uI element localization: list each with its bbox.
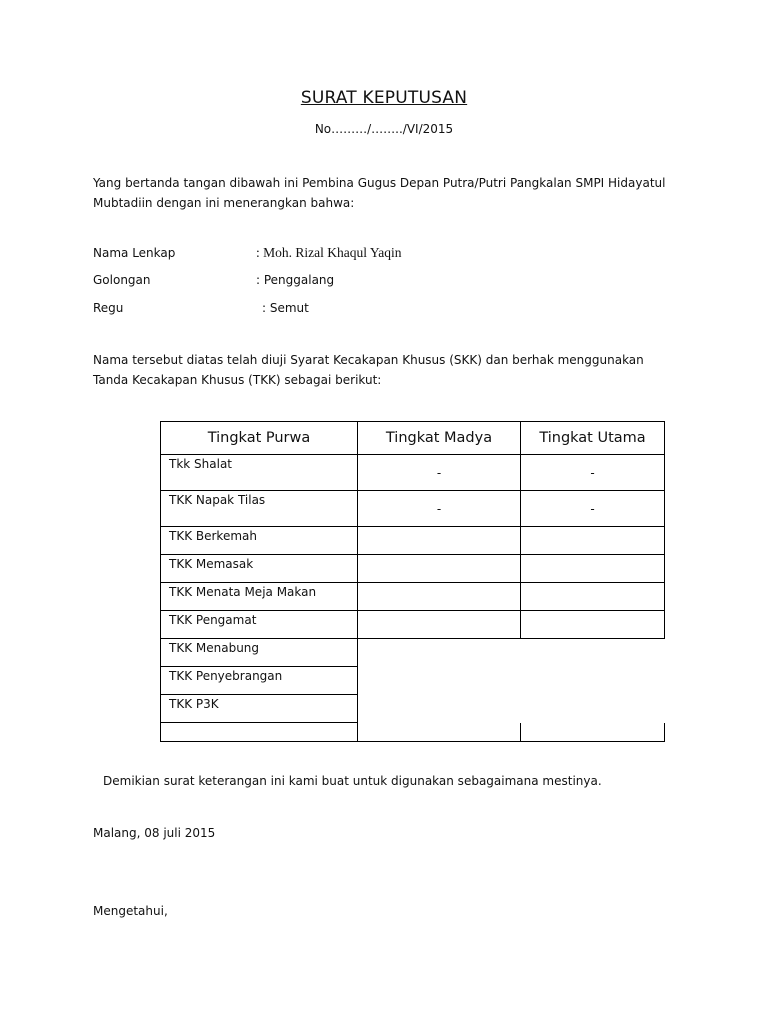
table-cell: Tkk Shalat [161, 455, 358, 491]
table-row [161, 639, 665, 667]
table-cell [521, 611, 665, 639]
table-row [161, 455, 665, 491]
field-label-name: Nama Lenkap [93, 246, 176, 260]
table-row [161, 555, 665, 583]
table-cell [358, 611, 521, 639]
table-cell [521, 723, 665, 742]
intro-paragraph: Yang bertanda tangan dibawah ini Pembina Gugus Depan Putra/Putri Pangkalan SMPI Hidayatul Mubtadiin dengan ini menerangkan bahwa: [93, 176, 666, 210]
field-value-class: : Penggalang [256, 273, 335, 287]
header-tingkat-madya: Tingkat Madya [358, 422, 521, 455]
table-cell: - [358, 491, 521, 527]
place-date: Malang, 08 juli 2015 [93, 826, 216, 840]
statement-paragraph: Nama tersebut diatas telah diuji Syarat Kecakapan Khusus (SKK) dan berhak menggunakan Tanda Kecakapan Khusus (TKK) sebagai berikut: [93, 353, 644, 387]
field-label-class: Golongan [93, 273, 151, 287]
table-cell: TKK Berkemah [161, 527, 358, 555]
table-row [161, 611, 665, 639]
field-label-group: Regu [93, 301, 124, 315]
table-row [161, 527, 665, 555]
header-tingkat-purwa: Tingkat Purwa [161, 422, 358, 455]
tkk-table [160, 421, 665, 742]
table-cell: - [521, 455, 665, 491]
table-empty-area [358, 667, 665, 695]
table-cell [358, 723, 521, 742]
table-cell [358, 583, 521, 611]
acknowledged-label: Mengetahui, [93, 904, 168, 918]
table-cell: TKK Menata Meja Makan [161, 583, 358, 611]
header-tingkat-utama: Tingkat Utama [521, 422, 665, 455]
table-empty-area [358, 695, 665, 723]
field-value-group: : Semut [262, 301, 309, 315]
table-header-row [161, 422, 665, 455]
table-row [161, 695, 665, 723]
table-cell: TKK Napak Tilas [161, 491, 358, 527]
table-cell: - [521, 491, 665, 527]
table-cell: - [358, 455, 521, 491]
table-cell: TKK Pengamat [161, 611, 358, 639]
table-cell: TKK Memasak [161, 555, 358, 583]
table-cell [521, 555, 665, 583]
closing-statement: Demikian surat keterangan ini kami buat untuk digunakan sebagaimana mestinya. [103, 774, 602, 788]
table-cell [521, 527, 665, 555]
table-row [161, 723, 665, 742]
table-row [161, 667, 665, 695]
table-cell [161, 723, 358, 742]
document-title: SURAT KEPUTUSAN [300, 88, 468, 108]
table-row [161, 491, 665, 527]
table-cell [521, 583, 665, 611]
table-cell: TKK P3K [161, 695, 358, 723]
field-value-name: : Moh. Rizal Khaqul Yaqin [256, 245, 402, 260]
table-empty-area [358, 639, 665, 667]
table-cell: TKK Menabung [161, 639, 358, 667]
table-cell [358, 555, 521, 583]
table-cell: TKK Penyebrangan [161, 667, 358, 695]
document-number: No………/……../VI/2015 [314, 122, 454, 136]
table-cell [358, 527, 521, 555]
table-row [161, 583, 665, 611]
